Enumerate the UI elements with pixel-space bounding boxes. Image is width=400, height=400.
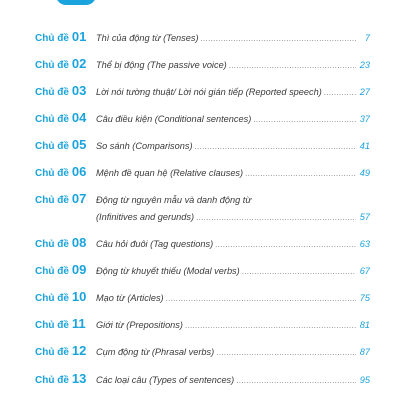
page-number: 75 (359, 293, 370, 303)
leader-dots (195, 140, 356, 154)
chapter-label: Chủ đề 12 (35, 343, 87, 358)
page-number: 37 (359, 114, 370, 124)
leader-dots (185, 319, 356, 333)
chapter-label: Chủ đề 09 (35, 262, 87, 277)
chapter-title: So sánh (Comparisons) ..... 41 (96, 139, 370, 154)
chapter-title: Mạo từ (Articles) ..... 75 (96, 291, 370, 306)
leader-dots (242, 265, 356, 279)
chapter-title: Mệnh đề quan hệ (Relative clauses) ..... 49 (96, 166, 370, 181)
page-number: 87 (359, 347, 370, 357)
chapter-title: Giới từ (Prepositions) ..... 81 (96, 318, 370, 333)
chapter-title: Thì của động từ (Tenses) ..... 7 (96, 31, 370, 46)
chapter-title: Câu điều kiện (Conditional sentences) ..... 37 (96, 112, 370, 127)
chapter-label: Chủ đề 11 (35, 316, 86, 331)
page-number: 23 (359, 60, 370, 70)
leader-dots (245, 167, 356, 181)
chapter-label: Chủ đề 07 (35, 191, 87, 206)
page-number: 27 (359, 87, 370, 97)
page-number: 81 (359, 320, 370, 330)
leader-dots (236, 374, 356, 388)
chapter-title: Cụm động từ (Phrasal verbs) ..... 87 (96, 345, 370, 360)
chapter-label: Chủ đề 04 (35, 110, 87, 125)
page-number: 41 (359, 141, 370, 151)
chapter-label: Chủ đề 03 (35, 83, 87, 98)
leader-dots (215, 238, 356, 252)
leader-dots (196, 211, 356, 225)
chapter-label: Chủ đề 05 (35, 137, 87, 152)
page-number: 57 (359, 212, 370, 222)
chapter-label: Chủ đề 10 (35, 289, 87, 304)
leader-dots (253, 113, 356, 127)
leader-dots (216, 346, 356, 360)
page-number: 67 (359, 266, 370, 276)
leader-dots (324, 86, 356, 100)
chapter-label: Chủ đề 06 (35, 164, 87, 179)
chapter-title: Lời nói tường thuật/ Lời nói gián tiếp (Reported speech) ..... 27 (96, 85, 370, 100)
chapter-title: Thể bị động (The passive voice) ..... 23 (96, 58, 370, 73)
chapter-title: Câu hỏi đuôi (Tag questions) ..... 63 (96, 237, 370, 252)
chapter-title: Động từ nguyên mẫu và danh động từ (Infinitives and gerunds) ..... 57 (96, 193, 370, 225)
page-number: 63 (359, 239, 370, 249)
page-number: 7 (364, 33, 370, 43)
page-number: 49 (359, 168, 370, 178)
chapter-title: Động từ khuyết thiếu (Modal verbs) ..... 67 (96, 264, 370, 279)
page-number: 95 (359, 375, 370, 385)
chapter-label: Chủ đề 13 (35, 371, 87, 386)
leader-dots (201, 32, 356, 46)
leader-dots (229, 59, 356, 73)
chapter-title: Các loại câu (Types of sentences) ..... 95 (96, 373, 370, 388)
chapter-label: Chủ đề 08 (35, 235, 87, 250)
chapter-label: Chủ đề 02 (35, 56, 87, 71)
leader-dots (166, 292, 356, 306)
chapter-label: Chủ đề 01 (35, 29, 87, 44)
